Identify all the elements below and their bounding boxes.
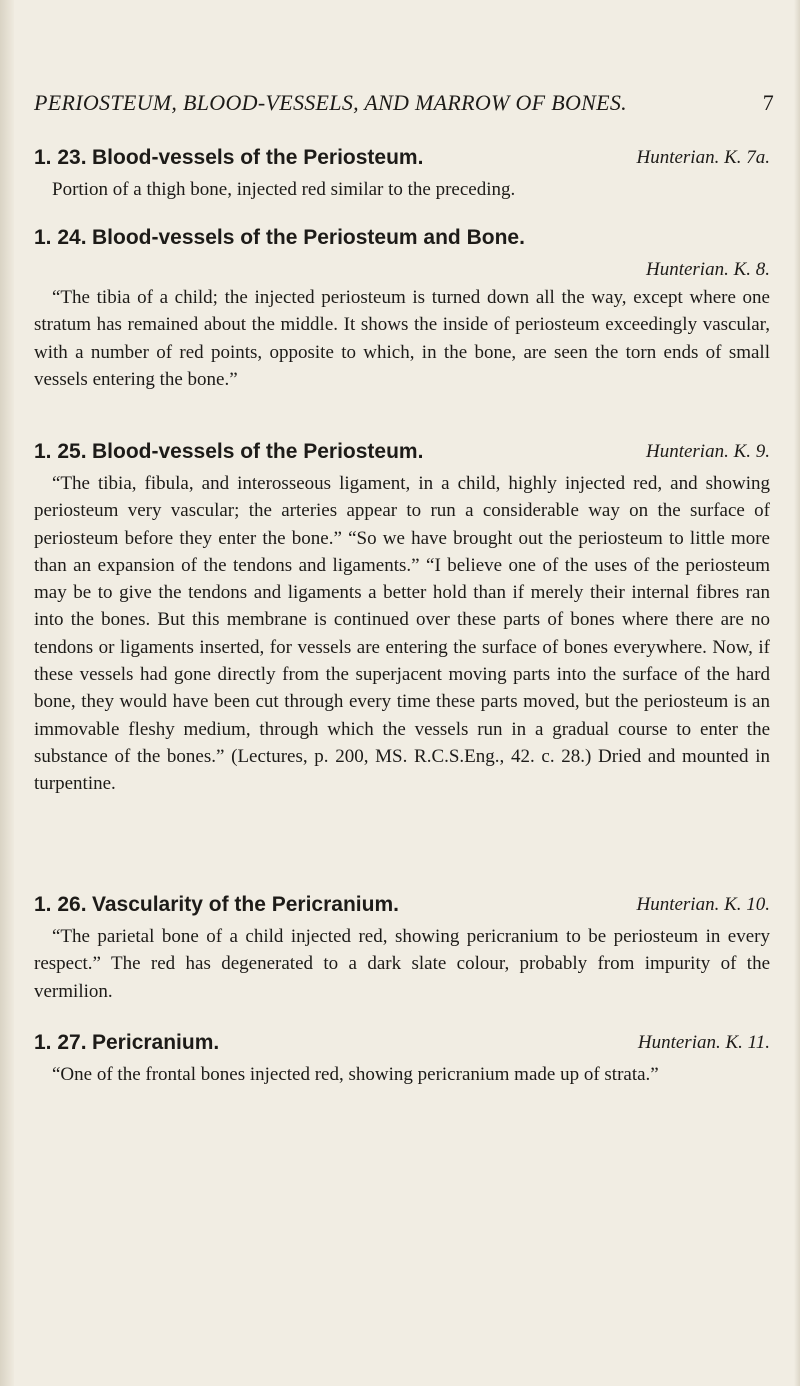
entry-number: 1. 26. (34, 893, 87, 916)
catalogue-entry (34, 440, 770, 798)
running-head (34, 90, 774, 120)
entry-number: 1. 23. (34, 146, 87, 169)
entry-text-content: Portion of a thigh bone, injected red similar to the preceding. (52, 179, 516, 200)
entry-number: 1. 25. (34, 440, 87, 463)
entry-title: Blood-vessels of the Periosteum. (92, 146, 424, 169)
entry-reference: Hunterian. K. 11. (637, 1032, 770, 1053)
entry-title: Blood-vessels of the Periosteum and Bone. (92, 226, 525, 249)
entry-title: Blood-vessels of the Periosteum. (92, 440, 424, 463)
page-number: 7 (762, 90, 774, 115)
entry-text (34, 1061, 770, 1088)
entry-heading (34, 893, 770, 923)
page-gutter-shadow (0, 0, 14, 1386)
entry-reference: Hunterian. K. 10. (636, 894, 770, 915)
entry-text-content: “The tibia of a child; the injected periosteum is turned down all the way, except where one stratum has remained about the middle. It shows the inside of periosteum exceedingly vascular, with a number of red points, opposite to which, in the bone, are seen the torn ends of small vessels entering the bone.” (34, 287, 770, 390)
entry-number: 1. 27. (34, 1031, 87, 1054)
entry-text (34, 176, 770, 203)
catalogue-entry (34, 226, 770, 393)
entry-text-content: “One of the frontal bones injected red, showing pericranium made up of strata.” (52, 1064, 659, 1085)
catalogue-entry (34, 146, 770, 203)
entry-heading (34, 146, 770, 176)
entry-heading (34, 440, 770, 470)
entry-reference: Hunterian. K. 7a. (636, 147, 770, 168)
catalogue-entry (34, 1031, 770, 1088)
entry-reference: Hunterian. K. 8. (645, 259, 770, 280)
entry-title: Vascularity of the Pericranium. (92, 893, 399, 916)
entry-text-content: “The parietal bone of a child injected red, showing pericranium to be periosteum in every respect.” The red has degenerated to a dark slate colour, probably from impurity of the vermilion. (34, 926, 770, 1002)
entry-reference: Hunterian. K. 9. (645, 441, 770, 462)
entry-text (34, 470, 770, 798)
entry-text-content: “The tibia, fibula, and interosseous ligament, in a child, highly injected red, and showing periosteum very vascular; the arteries appear to run a considerable way on the surface of periosteum before they enter the bone.” “So we have brought out the periosteum to little more than an expansion of the tendons and ligaments.” “I believe one of the uses of the periosteum may be to give the tendons and ligaments a better hold than if merely their internal fibres ran into the bones. But this membrane is continued over these parts of bones where there are no tendons or ligaments inserted, for vessels are entering the surface of bones everywhere. Now, if these vessels had gone directly from the superjacent moving parts into the surface of the hard bone, they would have been cut through every time these parts moved, but the periosteum is an immovable fleshy medium, through which the vessels run in a gradual course to enter the substance of the bones.” (Lectures, p. 200, MS. R.C.S.Eng., 42. c. 28.) Dried and mounted in turpentine. (34, 473, 770, 795)
entry-heading (34, 1031, 770, 1061)
entry-heading (34, 226, 770, 256)
entry-text (34, 284, 770, 393)
running-head-title: PERIOSTEUM, BLOOD-VESSELS, AND MARROW OF BONES. (34, 90, 627, 115)
entry-number: 1. 24. (34, 226, 87, 249)
entry-text (34, 923, 770, 1005)
page-edge-shadow (794, 0, 800, 1386)
entry-title: Pericranium. (92, 1031, 220, 1054)
catalogue-entry (34, 893, 770, 1005)
